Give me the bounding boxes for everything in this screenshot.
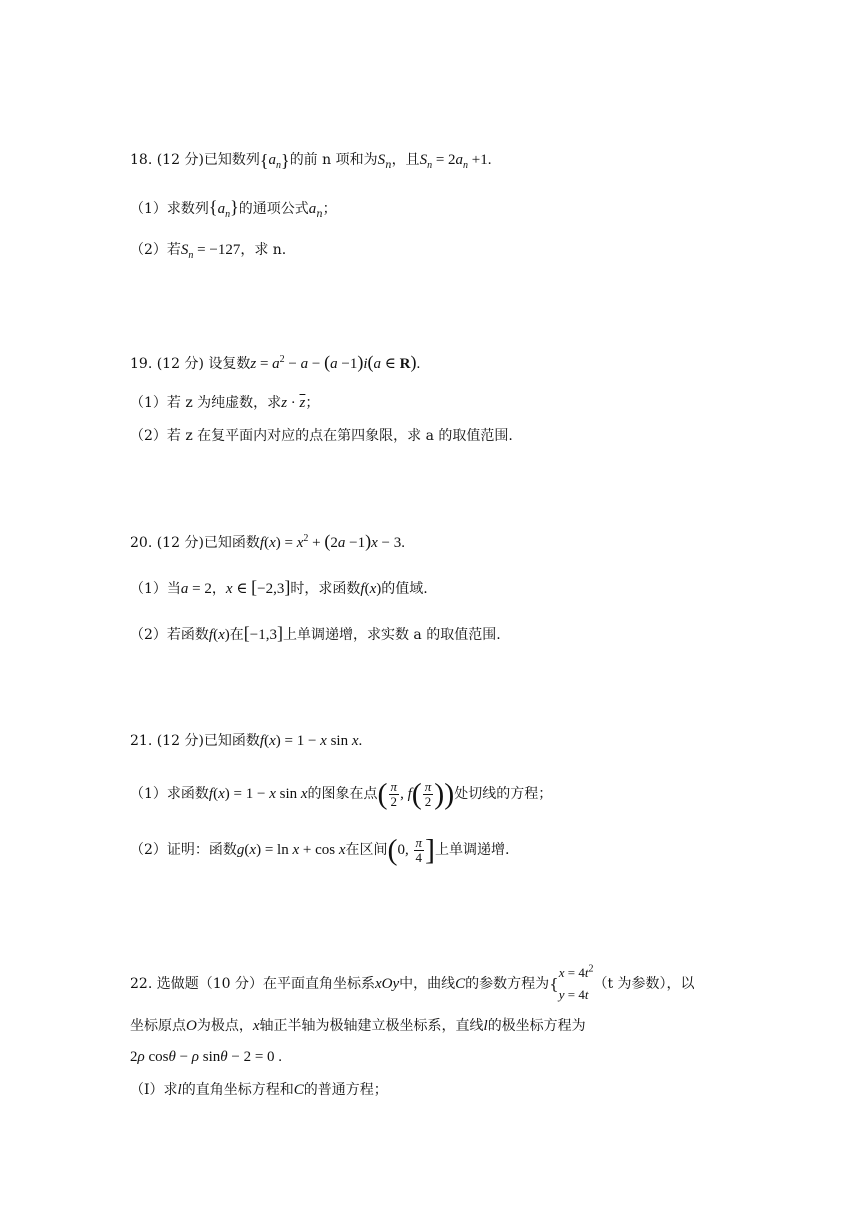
q20-part2: （2）若函数f(x)在[−1,3]上单调递增，求实数 a 的取值范围. (130, 623, 501, 643)
q21-title: 21. (12 分)已知函数f(x) = 1 − x sin x. (130, 733, 363, 749)
q20-title: 20. (12 分)已知函数$f(x) = x^2 + (2a -1)x - 3$. (130, 531, 405, 551)
q19-title: 19. (12 分) 设复数$z = a^2 - a - (a -1)i(a$ ∈ R). (130, 352, 421, 372)
q22-title: 22. 选做题（10 分）在平面直角坐标系xOy中，曲线C的参数方程为{ $x = 4t^2$ y = 4t （t 为参数），以 (130, 963, 695, 1002)
q19-part1: （1）若 z 为纯虚数，求$z \cdot \overline{z}$； (130, 395, 320, 411)
q20-part1: （1）当a = 2，x ∈ [−2,3]时，求函数f(x)的值域. (130, 577, 428, 597)
q18-title: 18. (12 分)已知数列$\{a_n\}$的前 n 项和为$S_n$，且$S_n = 2a_n +1$. (130, 150, 492, 171)
q21-part2: （2）证明：函数g(x) = ln x + cos x在区间(0, $\frac{\pi}{4}$ ]上单调递增. (130, 833, 510, 867)
q19-part2: （2）若 z 在复平面内对应的点在第四象限，求 a 的取值范围. (130, 428, 513, 444)
q18-part2: （2）若$S_n = -127$，求 n. (130, 242, 287, 261)
q22-equation: 2ρ cosθ − ρ sinθ − 2 = 0 . (130, 1049, 283, 1065)
q22-part1: （I）求l的直角坐标方程和C的普通方程； (130, 1082, 388, 1098)
q21-part1: （1）求函数f(x) = 1 − x sin x的图象在点( $\frac{\pi}{2}$ , f( $\frac{\pi}{2}$ ))处切线的方程； (130, 777, 553, 811)
q18-part1: （1）求数列$\{a_n\}$的通项公式$a_n$； (130, 197, 337, 220)
q22-line2: 坐标原点O为极点，x轴正半轴为极轴建立极坐标系，直线l的极坐标方程为 (130, 1018, 586, 1034)
